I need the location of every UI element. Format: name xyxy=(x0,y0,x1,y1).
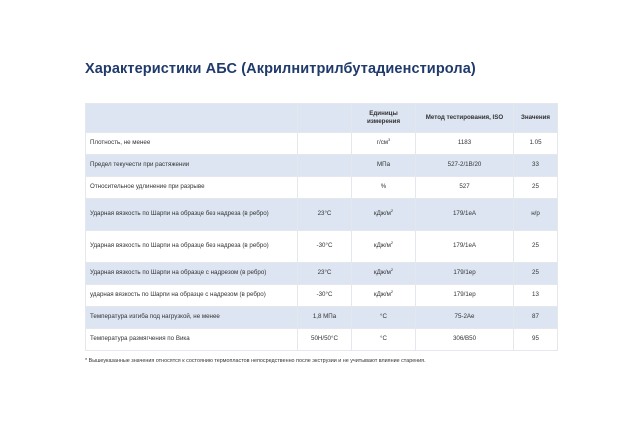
cell-test-method xyxy=(416,155,514,177)
cell-unit-text: °С xyxy=(380,313,387,321)
cell-unit-text: кДж/м xyxy=(373,269,391,277)
table-row xyxy=(86,133,558,155)
table-row xyxy=(86,155,558,177)
table-row xyxy=(86,177,558,199)
cell-test-method xyxy=(416,329,514,351)
cell-condition xyxy=(298,263,352,285)
cell-test-method-text: 1183 xyxy=(457,139,472,147)
cell-property xyxy=(86,263,298,285)
cell-condition-text: -30°С xyxy=(316,242,333,250)
cell-value-text: 87 xyxy=(532,313,539,321)
header-values: Значения xyxy=(514,104,558,133)
footnote: * Вышеуказанные значения относятся к состоянию термопластов непосредственно после экструзии и не учитывают влияние старения. xyxy=(85,358,426,364)
cell-test-method-text: 179/1eA xyxy=(452,210,477,218)
page-title: Характеристики АБС (Акрилнитрилбутадиенстирола) xyxy=(85,61,476,77)
cell-unit xyxy=(352,155,416,177)
properties-table xyxy=(85,103,558,351)
cell-unit xyxy=(352,329,416,351)
cell-test-method xyxy=(416,231,514,263)
cell-unit-text: МПа xyxy=(376,161,391,169)
cell-test-method-text: 527-2/1В/20 xyxy=(447,161,482,169)
cell-value-text: 25 xyxy=(532,242,539,250)
cell-property xyxy=(86,133,298,155)
unit-exponent: 2 xyxy=(390,267,394,273)
cell-condition xyxy=(298,307,352,329)
header-units: Единицы измерения xyxy=(352,104,416,133)
cell-test-method xyxy=(416,285,514,307)
table-row xyxy=(86,307,558,329)
cell-unit-text: кДж/м xyxy=(373,242,391,250)
cell-value-text: 25 xyxy=(532,183,539,191)
unit-exponent: 3 xyxy=(388,137,391,143)
cell-condition xyxy=(298,285,352,307)
cell-condition xyxy=(298,199,352,231)
cell-test-method-text: 306/В50 xyxy=(452,335,477,343)
cell-value-text: 95 xyxy=(532,335,539,343)
table-row xyxy=(86,231,558,263)
cell-property xyxy=(86,177,298,199)
cell-unit-text: % xyxy=(380,183,387,191)
cell-property-text: Температура размягчения по Вика xyxy=(90,335,190,343)
cell-condition-text: 1,8 МПа xyxy=(312,313,337,321)
cell-test-method-text: 179/1eр xyxy=(453,291,476,299)
header-condition xyxy=(298,104,352,133)
cell-property xyxy=(86,199,298,231)
unit-exponent: 2 xyxy=(390,289,394,295)
cell-property xyxy=(86,285,298,307)
cell-value xyxy=(514,177,558,199)
table-header xyxy=(86,104,558,133)
cell-value xyxy=(514,329,558,351)
cell-unit-text: °С xyxy=(380,335,387,343)
cell-condition xyxy=(298,155,352,177)
cell-condition-text: -30°С xyxy=(316,291,333,299)
cell-value-text: 13 xyxy=(532,291,539,299)
cell-property xyxy=(86,329,298,351)
cell-test-method xyxy=(416,133,514,155)
cell-test-method-text: 179/1eр xyxy=(453,269,476,277)
cell-unit xyxy=(352,231,416,263)
cell-value xyxy=(514,155,558,177)
table-body xyxy=(86,133,558,351)
table-row xyxy=(86,285,558,307)
cell-condition-text: 23°С xyxy=(317,210,332,218)
cell-condition-text: 50Н/50°С xyxy=(311,335,338,343)
cell-value-text: 1.05 xyxy=(529,139,542,147)
cell-condition-text: 23°С xyxy=(317,269,332,277)
cell-value xyxy=(514,285,558,307)
cell-property-text: Ударная вязкость по Шарпи на образце без надреза (в ребро) xyxy=(90,210,269,218)
cell-condition xyxy=(298,133,352,155)
unit-exponent: 2 xyxy=(390,240,394,246)
unit-exponent: 2 xyxy=(390,208,394,214)
cell-test-method xyxy=(416,199,514,231)
cell-value xyxy=(514,307,558,329)
cell-unit xyxy=(352,133,416,155)
cell-property-text: ударная вязкость по Шарпи на образце с надрезом (в ребро) xyxy=(90,291,266,299)
cell-value xyxy=(514,231,558,263)
cell-unit xyxy=(352,199,416,231)
table-row xyxy=(86,329,558,351)
cell-unit xyxy=(352,285,416,307)
cell-test-method xyxy=(416,307,514,329)
cell-property-text: Относительное удлинение при разрыве xyxy=(90,183,205,191)
cell-value-text: 25 xyxy=(532,269,539,277)
cell-condition xyxy=(298,231,352,263)
cell-value xyxy=(514,133,558,155)
cell-condition xyxy=(298,177,352,199)
cell-property-text: Плотность, не менее xyxy=(90,139,151,147)
table-row xyxy=(86,199,558,231)
cell-property xyxy=(86,155,298,177)
cell-unit xyxy=(352,307,416,329)
table-row xyxy=(86,263,558,285)
cell-property-text: Предел текучести при растяжении xyxy=(90,161,190,169)
cell-unit xyxy=(352,177,416,199)
cell-property xyxy=(86,307,298,329)
cell-unit-text: кДж/м xyxy=(373,210,391,218)
cell-test-method xyxy=(416,263,514,285)
header-row xyxy=(86,104,558,133)
cell-property-text: Температура изгиба под нагрузкой, не менее xyxy=(90,313,220,321)
cell-unit-text: кДж/м xyxy=(373,291,391,299)
cell-value xyxy=(514,263,558,285)
cell-test-method-text: 179/1eA xyxy=(452,242,477,250)
cell-test-method-text: 527 xyxy=(459,183,470,191)
cell-test-method-text: 75-2Ae xyxy=(454,313,475,321)
cell-property-text: Ударная вязкость по Шарпи на образце с надрезом (в ребро) xyxy=(90,269,267,277)
cell-unit-text: г/см xyxy=(376,139,389,147)
header-test-method: Метод тестирования, ISO xyxy=(416,104,514,133)
header-property xyxy=(86,104,298,133)
cell-value xyxy=(514,199,558,231)
cell-property-text: Ударная вязкость по Шарпи на образце без надреза (в ребро) xyxy=(90,242,269,250)
cell-condition xyxy=(298,329,352,351)
cell-unit xyxy=(352,263,416,285)
cell-value-text: 33 xyxy=(532,161,539,169)
cell-property xyxy=(86,231,298,263)
cell-value-text: н/р xyxy=(531,210,540,218)
cell-test-method xyxy=(416,177,514,199)
